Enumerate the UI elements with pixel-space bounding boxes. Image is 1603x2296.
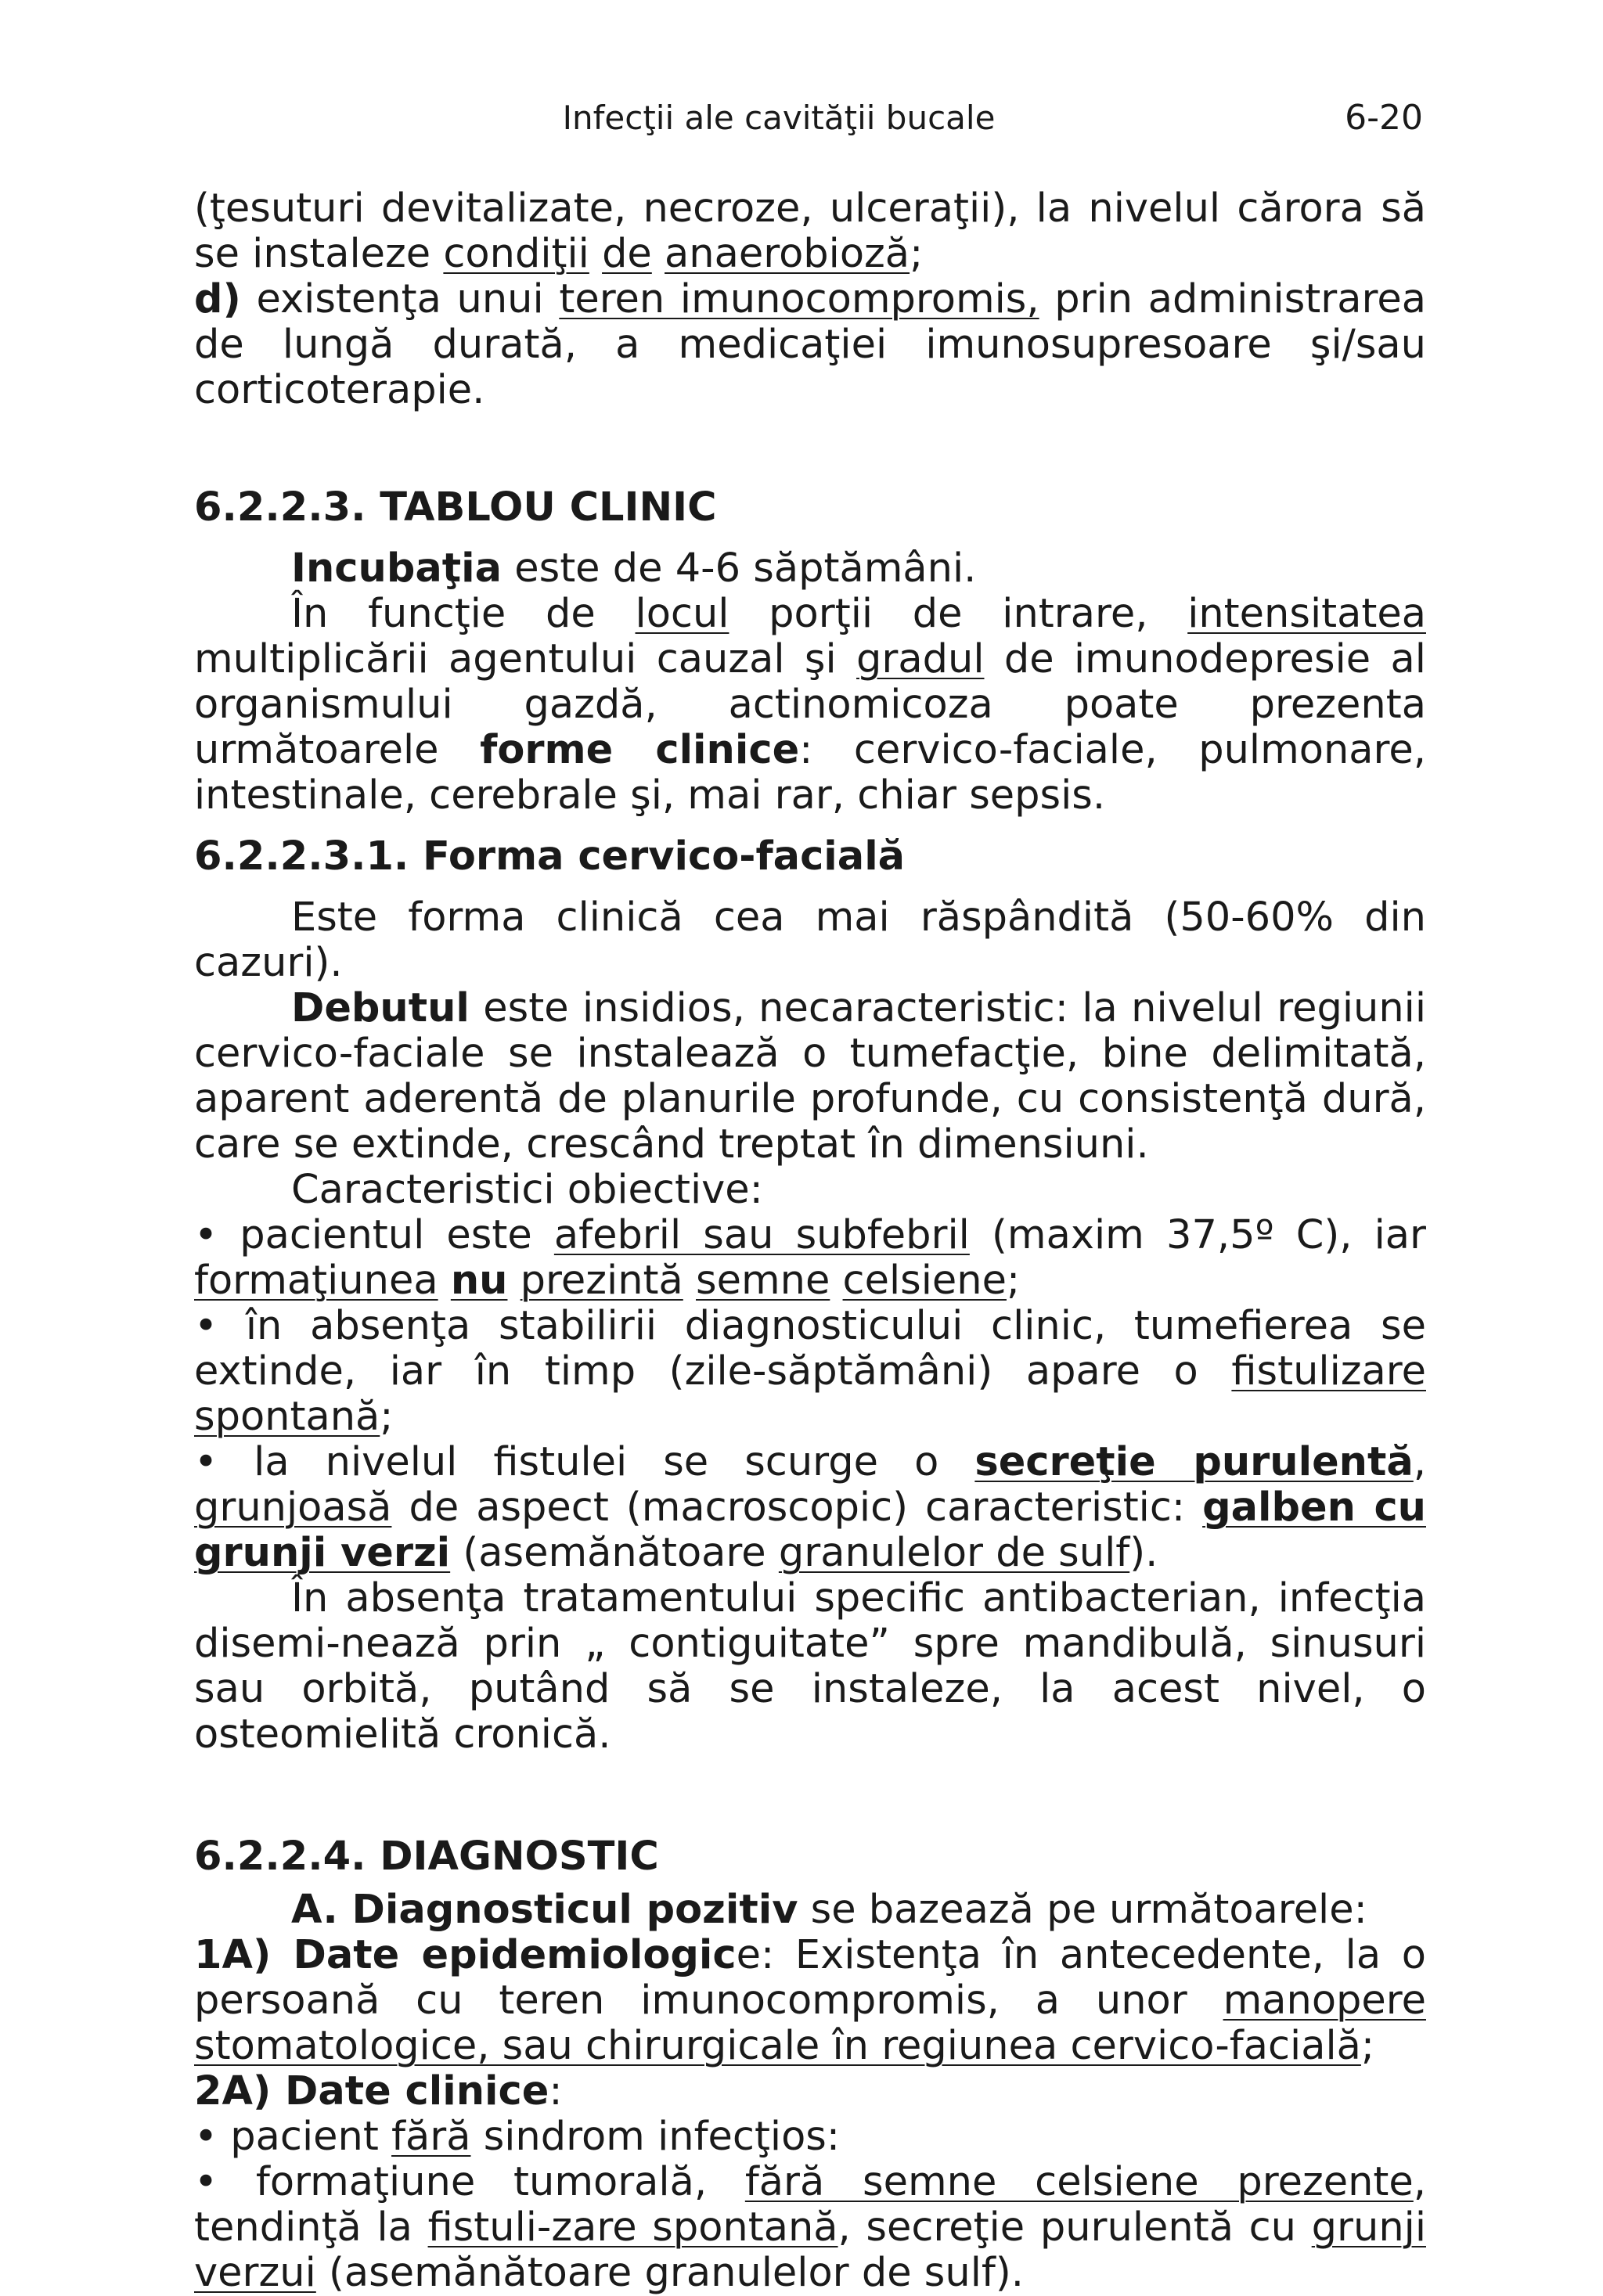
- paragraph-incubation: Incubaţia este de 4-6 săptămâni.: [291, 545, 977, 592]
- bullet-tumoral-formation: • formaţiune tumorală, fără semne celsiene prezente, tendinţă la fistuli-zare spontană, secreţie purulentă cu grunji verzui (asemănătoare granulelor de sulf).: [194, 2159, 1427, 2296]
- page-body: [194, 186, 1426, 2296]
- section-heading-clinical-picture: 6.2.2.3. TABLOU CLINIC: [194, 484, 717, 531]
- running-title: Infecţii ale cavităţii bucale: [562, 99, 996, 137]
- paragraph-clinical-data: 2A) Date clinice:: [194, 2068, 563, 2114]
- bullet-fistulization: • în absenţa stabilirii diagnosticului clinic, tumefierea se extinde, iar în timp (zile-săptămâni) apare o fistulizare spontană;: [194, 1303, 1426, 1440]
- paragraph-tissues: (ţesuturi devitalizate, necroze, ulceraţii), la nivelul cărora să se instaleze condiţii de anaerobioză;: [194, 185, 1426, 277]
- section-heading-diagnosis: 6.2.2.4. DIAGNOSTIC: [194, 1834, 659, 1880]
- page-header: [0, 92, 1603, 144]
- paragraph-objective-features: Caracteristici obiective:: [291, 1167, 763, 1213]
- bullet-purulent-secretion: • la nivelul fistulei se scurge o secreţie purulentă, grunjoasă de aspect (macroscopic) caracteristic: galben cu grunji verzi (asemănătoare granulelor de sulf).: [194, 1439, 1426, 1576]
- paragraph-most-common-form: Este forma clinică cea mai răspândită (50-60% din cazuri).: [194, 894, 1426, 986]
- paragraph-positive-diagnosis: A. Diagnosticul pozitiv se bazează pe următoarele:: [291, 1887, 1367, 1933]
- paragraph-epidemiological-data: 1A) Date epidemiologice: Existenţa în antecedente, la o persoană cu teren imunocompromis, a unor manopere stomatologice, sau chirurgicale în regiunea cervico-facială;: [194, 1932, 1426, 2069]
- bullet-no-infection-syndrome: • pacient fără sindrom infecţios:: [194, 2114, 841, 2160]
- paragraph-onset: Debutul este insidios, necaracteristic: la nivelul regiunii cervico-faciale se instalează o tumefacţie, bine delimitată, aparent aderentă de planurile profunde, cu consistenţă dură, care se extinde, crescând treptat în dimensiuni.: [194, 985, 1426, 1168]
- bullet-afebrile: • pacientul este afebril sau subfebril (maxim 37,5º C), iar formaţiunea nu prezintă semne celsiene;: [194, 1212, 1426, 1304]
- page-number: 6-20: [1345, 98, 1423, 138]
- paragraph-clinical-forms: În funcţie de locul porţii de intrare, intensitatea multiplicării agentului cauzal şi gradul de imunodepresie al organismului gazdă, actinomicoza poate prezenta următoarele forme clinice: cervico-faciale, pulmonare, intestinale, cerebrale şi, mai rar, chiar sepsis.: [194, 591, 1426, 819]
- subsection-heading-cervicofacial: 6.2.2.3.1. Forma cervico-facială: [194, 833, 906, 880]
- paragraph-immunocompromised: d) existenţa unui teren imunocompromis, prin administrarea de lungă durată, a medicaţiei imunosupresoare şi/sau corticoterapie.: [194, 276, 1426, 413]
- paragraph-dissemination: În absenţa tratamentului specific antibacterian, infecţia disemi-nează prin „ contiguitate” spre mandibulă, sinusuri sau orbită, putând să se instaleze, la acest nivel, o osteomielită cronică.: [194, 1575, 1426, 1758]
